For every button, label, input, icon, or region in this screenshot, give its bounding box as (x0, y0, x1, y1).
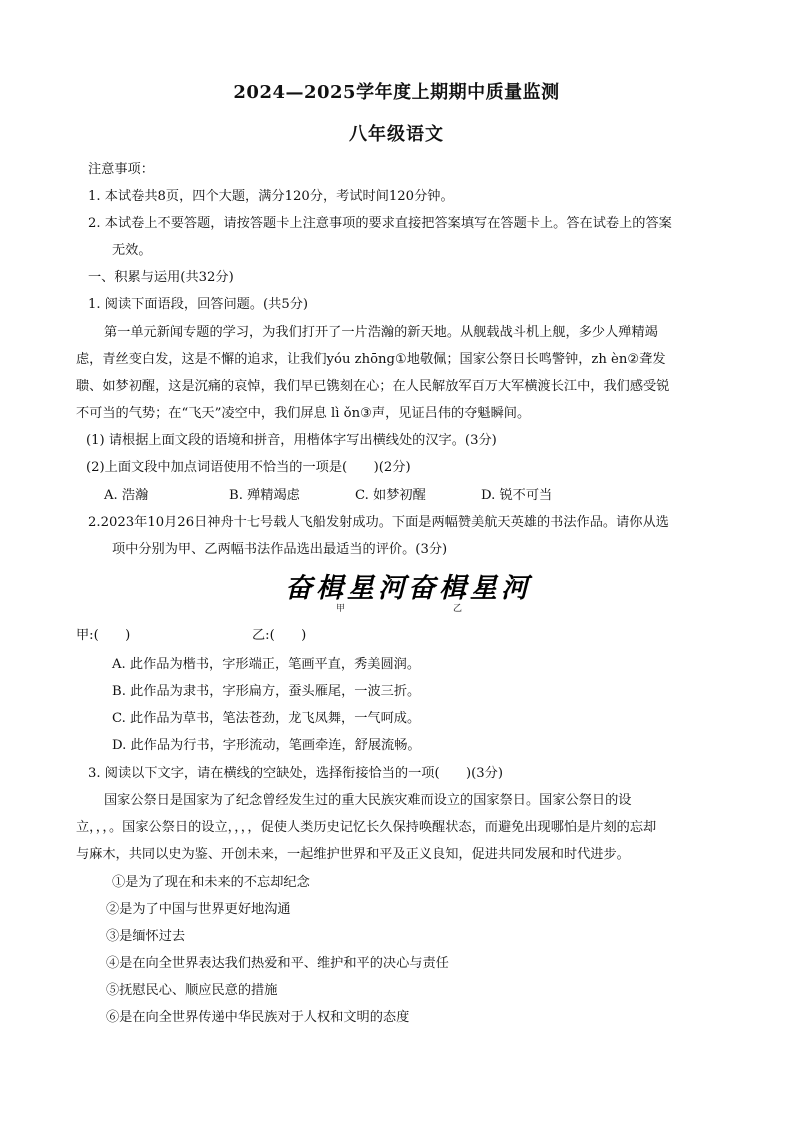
notice-line: 2. 本试卷上不要答题，请按答题卡上注意事项的要求直接把答案填写在答题卡上。答在试卷上的答案 (88, 216, 672, 231)
option: A. 此作品为楷书，字形端正，笔画平直，秀美圆润。 (112, 657, 421, 672)
passage-line: 与麻木，共同以史为鉴、开创未来，一起维护世界和平及正义良知，促进共同发展和时代进步。 (76, 847, 630, 862)
notice-title: 注意事项： (88, 162, 154, 177)
passage-line: 第一单元新闻专题的学习，为我们打开了一片浩瀚的新天地。从舰载战斗机上舰，多少人殚精竭 (104, 325, 658, 340)
option: D. 锐不可当 (481, 488, 553, 503)
question-1-head: 1. 阅读下面语段，回答问题。(共5分) (88, 297, 309, 312)
passage-line: 虑，青丝变白发，这是不懈的追求，让我们yóu zhōng①地敬佩；国家公祭日长鸣警钟，zh èn②聋发 (76, 352, 666, 367)
list-item: ⑤抚慰民心、顺应民意的措施 (106, 983, 278, 998)
exam-subtitle: 八年级语文 (349, 124, 444, 145)
option: B. 此作品为隶书，字形扁方，蚕头雁尾，一波三折。 (112, 684, 421, 699)
notice-line: 无效。 (112, 243, 152, 258)
list-item: ②是为了中国与世界更好地沟通 (106, 902, 291, 917)
answer-left: 甲:( ) (76, 628, 131, 643)
option: D. 此作品为行书，字形流动，笔画牵连，舒展流畅。 (112, 738, 421, 753)
sub-question: (2)上面文段中加点词语使用不恰当的一项是( )(2分) (86, 460, 411, 475)
answer-right: 乙:( ) (252, 628, 307, 643)
calligraphy-right: 奋楫星河 (408, 573, 532, 604)
caption-left: 甲 (336, 604, 346, 614)
passage-line: 立，，，。国家公祭日的设立，，，，促使人类历史记忆长久保持唤醒状态，而避免出现哪怕是片刻的忘却 (76, 820, 657, 835)
option: A. 浩瀚 (104, 488, 149, 503)
option: C. 此作品为草书，笔法苍劲，龙飞凤舞，一气呵成。 (112, 711, 421, 726)
list-item: ④是在向全世界表达我们热爱和平、维护和平的决心与责任 (106, 956, 449, 971)
option: C. 如梦初醒 (355, 488, 426, 503)
exam-title: 2024—2025学年度上期期中质量监测 (233, 82, 560, 103)
passage-line: 聩、如梦初醒，这是沉痛的哀悼，我们早已镌刻在心；在人民解放军百万大军横渡长江中，我们感受锐 (76, 379, 670, 394)
passage-line: 不可当的气势；在“飞天”凌空中，我们屏息 lì ǒn③声，见证吕伟的夺魁瞬间。 (76, 406, 531, 421)
list-item: ①是为了现在和未来的不忘却纪念 (112, 875, 310, 890)
list-item: ③是缅怀过去 (106, 929, 186, 944)
section-heading: 一、积累与运用(共32分) (88, 270, 234, 285)
question-2-line: 项中分别为甲、乙两幅书法作品选出最适当的评价。(3分) (112, 542, 448, 557)
sub-question: (1) 请根据上面文段的语境和拼音，用楷体字写出横线处的汉字。(3分) (86, 433, 497, 448)
question-2-line: 2.2023年10月26日神舟十七号载人飞船发射成功。下面是两幅赞美航天英雄的书法作品。请你从选 (88, 515, 669, 530)
caption-right: 乙 (453, 604, 463, 614)
question-3-head: 3. 阅读以下文字，请在横线的空缺处，选择衔接恰当的一项( )(3分) (88, 766, 503, 781)
option: B. 殚精竭虑 (229, 488, 300, 503)
notice-line: 1. 本试卷共8页，四个大题，满分120分，考试时间120分钟。 (88, 189, 454, 204)
passage-line: 国家公祭日是国家为了纪念曾经发生过的重大民族灾难而设立的国家祭日。国家公祭日的设 (104, 793, 632, 808)
calligraphy-left: 奋楫星河 (285, 573, 409, 604)
list-item: ⑥是在向全世界传递中华民族对于人权和文明的态度 (106, 1010, 410, 1025)
